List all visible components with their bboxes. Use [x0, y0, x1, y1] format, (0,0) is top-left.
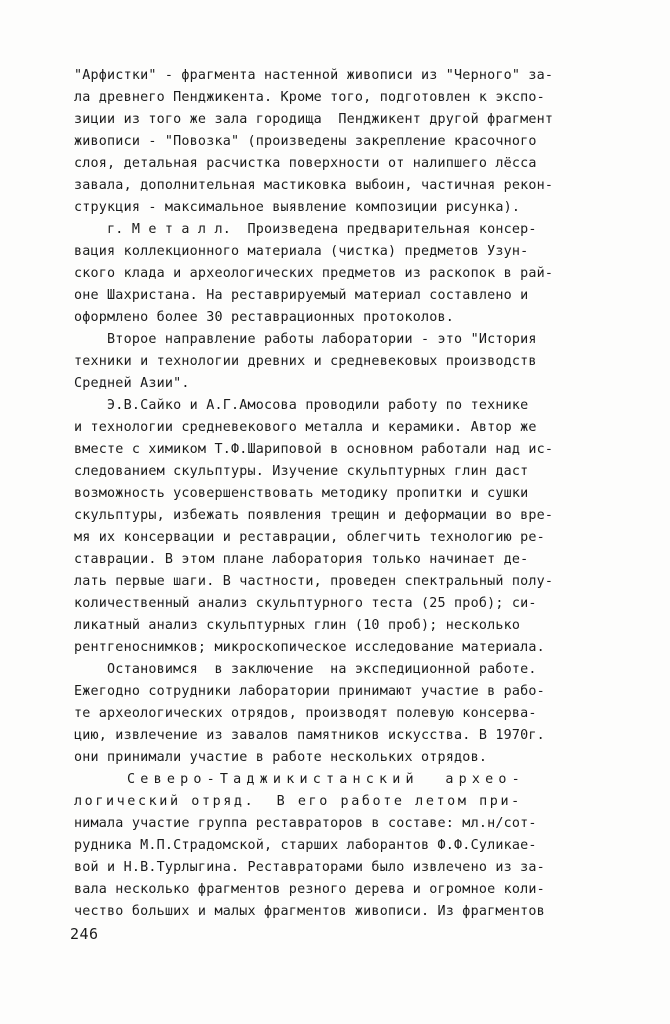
text-line: вация коллекционного материала (чистка) предметов Узун- — [74, 244, 529, 259]
text-line: Ежегодно сотрудники лаборатории принимают участие в рабо- — [74, 684, 545, 699]
text-line: мя их консервации и реставрации, облегчить технологию ре- — [74, 530, 545, 545]
text-line: оне Шахристана. На реставрируемый материал составлено и — [74, 288, 529, 303]
text-line: скульптуры, избежать появления трещин и деформации во вре- — [74, 508, 554, 523]
text-line: лать первые шаги. В частности, проведен спектральный полу- — [74, 574, 554, 589]
text-line: Остановимся в заключение на экспедиционной работе. — [74, 662, 537, 677]
page-number: 246 — [70, 925, 99, 943]
text-line: рудника М.П.Страдомской, старших лаборантов Ф.Ф.Суликае- — [74, 838, 537, 853]
text-line: вместе с химиком Т.Ф.Шариповой в основном работали над ис- — [74, 442, 554, 457]
text-line: ла древнего Пенджикента. Кроме того, подготовлен к экспо- — [74, 90, 545, 105]
text-line: ставрации. В этом плане лаборатория только начинает де- — [74, 552, 529, 567]
text-line: они принимали участие в работе нескольких отрядов. — [74, 750, 488, 765]
text-line: струкция - максимальное выявление композиции рисунка). — [74, 200, 521, 215]
text-line: ликатный анализ скульптурных глин (10 проб); несколько — [74, 618, 521, 633]
text-line: Э.В.Сайко и А.Г.Амосова проводили работу по технике — [74, 398, 529, 413]
text-line: живописи - "Повозка" (произведены закрепление красочного — [74, 134, 537, 149]
text-line: техники и технологии древних и средневековых производств — [74, 354, 537, 369]
text-line: те археологических отрядов, производят полевую консерва- — [74, 706, 537, 721]
text-line: Северо-Таджикистанский архео- — [74, 772, 525, 787]
text-line: оформлено более 30 реставрационных протоколов. — [74, 310, 455, 325]
text-line: нимала участие группа реставраторов в составе: мл.н/сот- — [74, 816, 537, 831]
text-line: ского клада и археологических предметов из раскопок в рай- — [74, 266, 554, 281]
text-line: и технологии средневекового металла и керамики. Автор же — [74, 420, 537, 435]
text-line: слоя, детальная расчистка поверхности от налипшего лёсса — [74, 156, 537, 171]
text-line: г. М е т а л л. Произведена предварительная консер- — [74, 222, 537, 237]
text-line: возможность усовершенствовать методику пропитки и сушки — [74, 486, 529, 501]
text-line: цию, извлечение из завалов памятников искусства. В 1970г. — [74, 728, 545, 743]
text-line: количественный анализ скульптурного теста (25 проб); си- — [74, 596, 537, 611]
text-line: завала, дополнительная мастиковка выбоин, частичная рекон- — [74, 178, 554, 193]
text-line: Средней Азии". — [74, 376, 190, 391]
text-line: чество больших и малых фрагментов живописи. Из фрагментов — [74, 904, 545, 919]
text-line: "Арфистки" - фрагмента настенной живописи из "Черного" за- — [74, 68, 554, 83]
text-line: вой и Н.В.Турлыгина. Реставраторами было извлечено из за- — [74, 860, 545, 875]
text-line: логический отряд. В его работе летом при- — [74, 794, 522, 809]
text-line: следованием скульптуры. Изучение скульптурных глин даст — [74, 464, 529, 479]
text-line: Второе направление работы лаборатории - это "История — [74, 332, 537, 347]
text-line: рентгеноснимков; микроскопическое исследование материала. — [74, 640, 545, 655]
text-line: вала несколько фрагментов резного дерева и огромное коли- — [74, 882, 545, 897]
text-line: зиции из того же зала городища Пенджикент другой фрагмент — [74, 112, 554, 127]
